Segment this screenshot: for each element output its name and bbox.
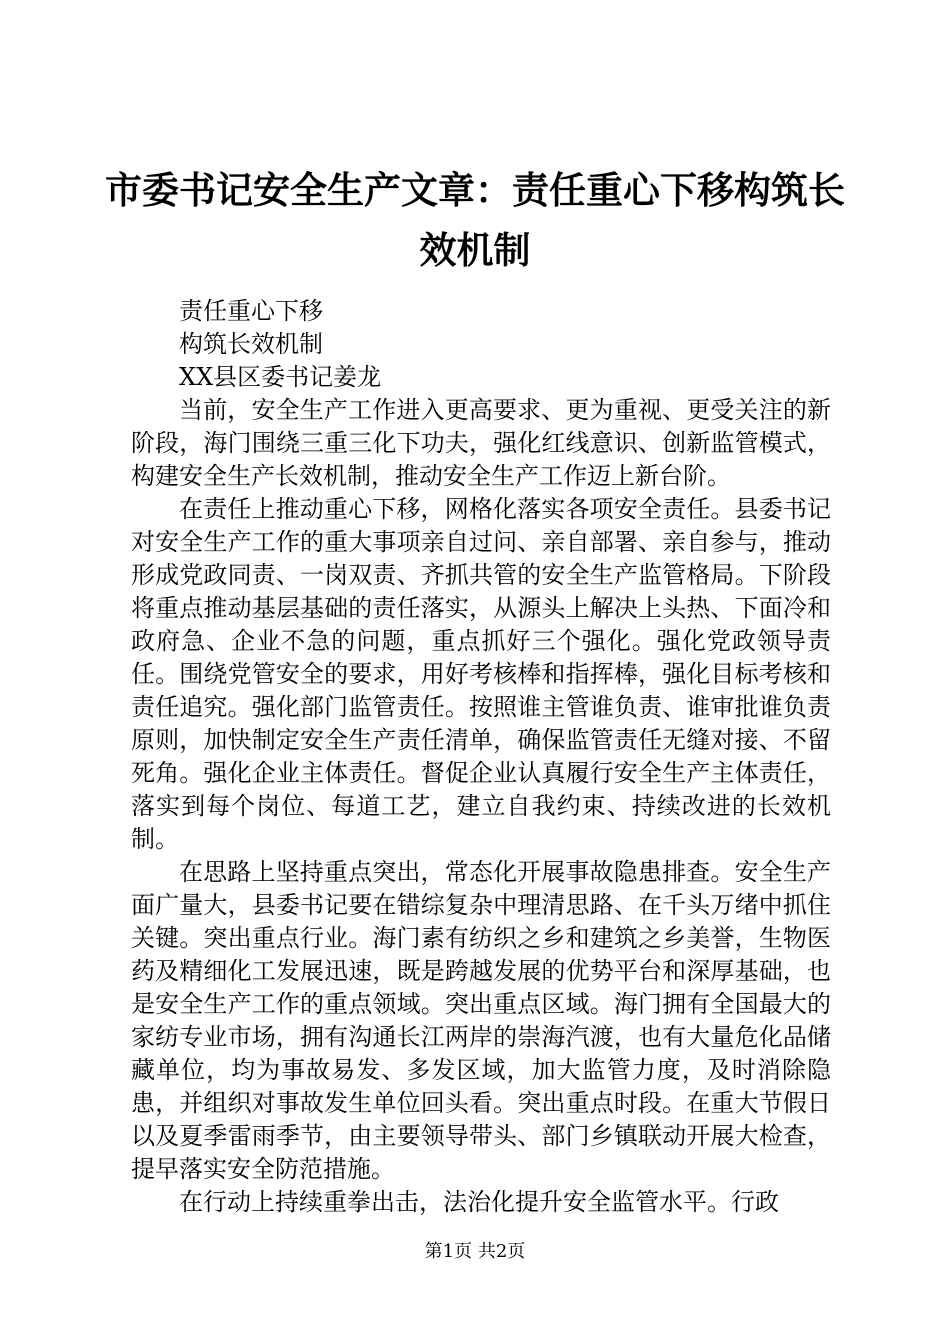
page-footer: 第1页 共2页	[424, 1241, 526, 1262]
author-line: XX县区委书记姜龙	[179, 363, 382, 391]
paragraph-1: 当前，安全生产工作进入更高要求、更为重视、更受关注的新阶段，海门围绕三重三化下功夫，强化红线意识、创新监管模式，构建安全生产长效机制，推动安全生产工作迈上新台阶。	[131, 396, 831, 490]
paragraph-4: 在行动上持续重拳出击，法治化提升安全监管水平。行政	[179, 1188, 779, 1216]
paragraph-3: 在思路上坚持重点突出，常态化开展事故隐患排查。安全生产面广量大，县委书记要在错综复杂中理清思路、在千头万绪中抓住关键。突出重点行业。海门素有纺织之乡和建筑之乡美誉，生物医药及精细化工发展迅速，既是跨越发展的优势平台和深厚基础，也是安全生产工作的重点领域。突出重点区域。海门拥有全国最大的家纺专业市场，拥有沟通长江两岸的崇海汽渡，也有大量危化品储藏单位，均为事故易发、多发区域，加大监管力度，及时消除隐患，并组织对事故发生单位回头看。突出重点时段。在重大节假日以及夏季雷雨季节，由主要领导带头、部门乡镇联动开展大检查，提早落实安全防范措施。	[131, 858, 831, 1183]
paragraph-2: 在责任上推动重心下移，网格化落实各项安全责任。县委书记对安全生产工作的重大事项亲自过问、亲自部署、亲自参与，推动形成党政同责、一岗双责、齐抓共管的安全生产监管格局。下阶段将重点推动基层基础的责任落实，从源头上解决上头热、下面冷和政府急、企业不急的问题，重点抓好三个强化。强化党政领导责任。围绕党管安全的要求，用好考核棒和指挥棒，强化目标考核和责任追究。强化部门监管责任。按照谁主管谁负责、谁审批谁负责原则，加快制定安全生产责任清单，确保监管责任无缝对接、不留死角。强化企业主体责任。督促企业认真履行安全生产主体责任，落实到每个岗位、每道工艺，建立自我约束、持续改进的长效机制。	[131, 495, 831, 853]
subheading-1: 责任重心下移	[179, 297, 323, 325]
document-title: 市委书记安全生产文章：责任重心下移构筑长效机制	[105, 168, 845, 272]
subheading-2: 构筑长效机制	[179, 330, 323, 358]
document-body	[131, 295, 831, 1219]
